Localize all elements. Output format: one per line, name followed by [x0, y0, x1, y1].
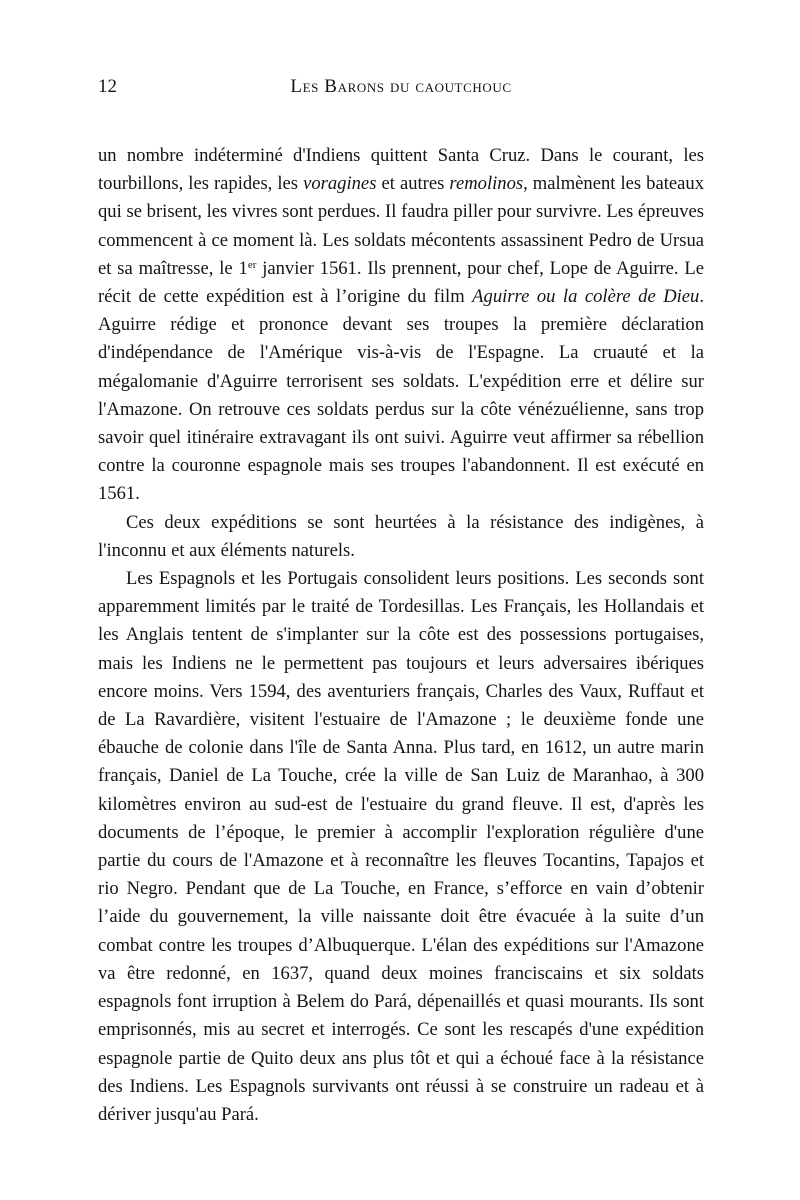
running-title: Les Barons du caoutchouc: [290, 76, 512, 97]
page-header: [98, 76, 704, 102]
text-run: Ces deux expéditions se sont heurtées à la résistance des indigènes, à l'inconnu et aux éléments naturels.: [98, 511, 704, 561]
text-run: er: [247, 258, 257, 271]
paragraph: [98, 142, 704, 509]
text-run: Aguirre ou la colère de Dieu: [472, 286, 700, 308]
text-run: . Aguirre rédige et prononce devant ses troupes la première déclaration d'indépendance de l'Amérique vis-à-vis de l'Espagne. La cruauté et la mégalomanie d'Aguirre terrorisent ses soldats. L'expédition erre et délire sur l'Amazone. On retrouve ces soldats perdus sur la côte vénézuélienne, sans trop savoir quel itinéraire extravagant ils ont suivi. Aguirre veut affirmer sa rébellion contre la couronne espagnole mais ses troupes l'abandonnent. Il est exécuté en 1561.: [98, 286, 704, 505]
page-number: 12: [98, 76, 117, 97]
paragraph: [98, 509, 704, 565]
text-run: janvier 1561. Ils prennent, pour chef, Lope de Aguirre. Le récit de cette expédition est à l’origine du film: [98, 257, 704, 308]
text-run: un nombre indéterminé d'Indiens quittent Santa Cruz. Dans le courant, les tourbillons, les rapides, les: [98, 145, 704, 195]
paragraph: [98, 565, 704, 1129]
text-run: Les Espagnols et les Portugais consolident leurs positions. Les seconds sont apparemment limités par le traité de Tordesillas. Les Français, les Hollandais et les Anglais tentent de s'implanter sur la côte est des possessions portugaises, mais les Indiens ne le permettent pas toujours et leurs adversaires ibériques encore moins. Vers 1594, des aventuriers français, Charles des Vaux, Ruffaut et de La Ravardière, visitent l'estuaire de l'Amazone ; le deuxième fonde une ébauche de colonie dans l'île de Santa Anna. Plus tard, en 1612, un autre marin français, Daniel de La Touche, crée la ville de San Luiz de Maranhao, à 300 kilomètres environ au sud-est de l'estuaire du grand fleuve. Il est, d'après les documents de l’époque, le premier à accomplir l'exploration régulière d'une partie du cours de l'Amazone et à reconnaître les fleuves Tocantins, Tapajos et rio Negro. Pendant que de La Touche, en France, s’efforce en vain d’obtenir l’aide du gouvernement, la ville naissante doit être évacuée à la suite d’un combat contre les troupes d’Albuquerque. L'élan des expéditions sur l'Amazone va être redonné, en 1637, quand deux moines franciscains et six soldats espagnols font irruption à Belem do Pará, dépenaillés et quasi mourants. Ils sont emprisonnés, mis au secret et interrogés. Ce sont les rescapés d'une expédition espagnole partie de Quito deux ans plus tôt et qui a échoué face à la résistance des Indiens. Les Espagnols survivants ont réussi à se construire un radeau et à dériver jusqu'au Pará.: [98, 568, 704, 1125]
text-run: , malmènent les bateaux qui se brisent, les vivres sont perdues. Il faudra piller pour survivre. Les épreuves commencent à ce moment là. Les soldats mécontents assassinent Pedro de Ursua et sa maîtresse, le 1: [98, 173, 704, 279]
text-run: et autres: [376, 173, 450, 195]
page-body: [98, 142, 704, 1129]
text-run: remolinos: [449, 173, 524, 195]
text-run: voragines: [303, 173, 377, 195]
